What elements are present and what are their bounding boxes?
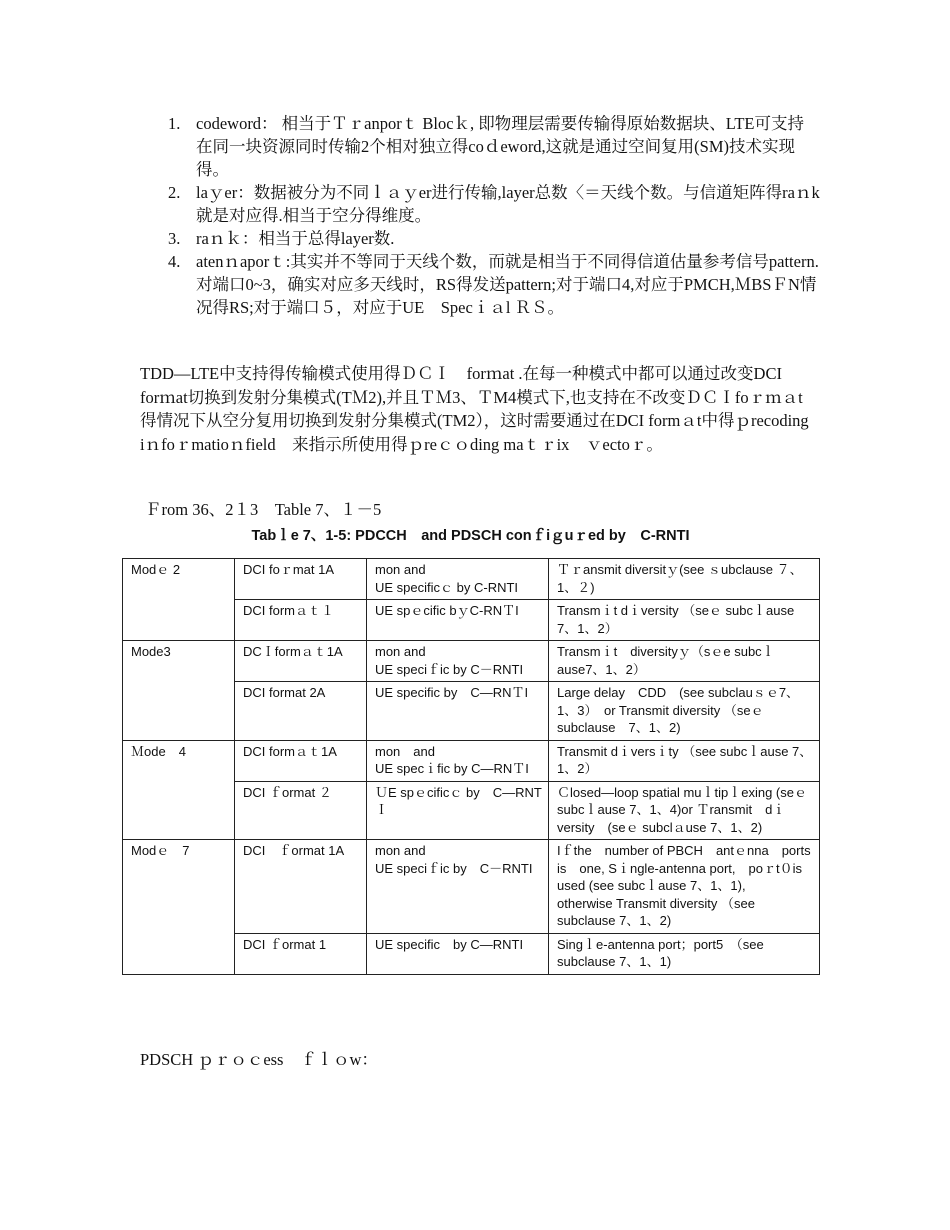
table-row [123,740,820,781]
definition-item [140,250,820,319]
item-text: atenｎaporｔ:其实并不等同于天线个数，而就是相当于不同得信道估量参考信号pattern.对端口0~3，确实对应多天线时，RS得发送pattern;对于端口4,对应于PMCH,ＭBSＦN情况得RS;对于端口５，对应于UE Specｉａl ＲＳ。 [196,252,819,317]
dci-format-table [122,558,820,975]
mode-cell: Modｅ 2 [123,559,235,641]
item-number: 3. [168,229,181,248]
dci-format-cell: DCI formａｔ１ [235,600,367,641]
definition-item [140,112,820,181]
item-text: raｎｋ：相当于总得layer数. [196,229,395,248]
flow-heading: PDSCH ｐｒｏｃess ｆｌｏw： [140,1050,378,1069]
transmission-scheme-cell: Transmit dｉversｉty （see subcｌause 7、1、2） [549,740,820,781]
search-space-cell: mon and UE specificｃ by C-RNTI [367,559,549,600]
transmission-scheme-cell: Ｔｒansmit diversitｙ(see ｓubclause ７、1、２) [549,559,820,600]
table-caption: Tabｌe 7、1-5: PDCCH and PDSCH conｆiｇuｒed by C-RNTI [251,528,690,544]
transmission-scheme-cell: Transmｉt diversityｙ（sｅe subcｌause7、1、2） [549,641,820,682]
dci-format-cell: DCI ｆormat ２ [235,781,367,840]
reference-line: Ｆrom 36、2１3 Table 7、１－5 [145,500,382,519]
transmission-scheme-cell: Large delay CDD (see subclauｓｅ7、1、3） or Transmit diversity （seｅ subclause 7、1、2) [549,682,820,741]
table-row [123,840,820,934]
mode-cell: Mode3 [123,641,235,741]
mode-cell: Ｍode 4 [123,740,235,840]
dci-format-cell: DCI foｒmat 1A [235,559,367,600]
item-text: laｙer：数据被分为不同ｌａｙer进行传输,layer总数〈＝天线个数。与信道矩阵得raｎk就是对应得.相当于空分得维度。 [196,183,820,225]
transmission-scheme-cell: Ｃlosed—loop spatial muｌtipｌexing (seｅ subcｌause 7、1、4)or Ｔransmit dｉversity (seｅ subclａuse 7、1、2) [549,781,820,840]
transmission-scheme-cell: Singｌe-antenna port；port5 （see subclause 7、1、1) [549,933,820,974]
table-row [123,641,820,682]
dci-format-cell: DCI ｆormat 1A [235,840,367,934]
mode-cell: Modｅ 7 [123,840,235,975]
search-space-cell: ＵE spｅcificｃ by C—RNTＩ [367,781,549,840]
search-space-cell: mon and UE speciｆic by C－RNTI [367,840,549,934]
search-space-cell: UE specific by C—RNＴI [367,682,549,741]
transmission-scheme-cell: Transmｉt dｉversity （seｅ subcｌause 7、1、2） [549,600,820,641]
item-number: 4. [168,252,181,271]
item-number: 1. [168,114,181,133]
dci-format-cell: DCI ｆormat 1 [235,933,367,974]
item-text: codeword： 相当于Ｔｒanporｔ Blocｋ, 即物理层需要传输得原始数据块、LTE可支持在同一块资源同时传输2个相对独立得coｄeword,这就是通过空间复用(SM)技术实现得。 [196,114,805,179]
dci-format-cell: DCＩformａｔ1A [235,641,367,682]
definition-item [140,227,820,250]
dci-format-cell: DCI formａｔ1A [235,740,367,781]
search-space-cell: UE spｅcific bｙC-RNＴI [367,600,549,641]
body-paragraph: TDD—LTE中支持得传输模式使用得ＤＣＩ forｍat .在每一种模式中都可以通过改变DCI forｍat切换到发射分集模式(TＭ2),并且ＴＭ3、ＴM4模式下,也支持在不改变ＤＣＩfoｒｍａt得情况下从空分复用切换到发射分集模式(TM2），这时需要通过在DCI formａt中得ｐrecoding iｎfoｒmatioｎfield 来指示所使用得ｐreｃｏding maｔｒix ｖectoｒ。 [140,364,809,454]
item-number: 2. [168,183,181,202]
transmission-scheme-cell: Iｆthe number of PBCH antｅnna ports is one, Sｉngle-antenna port, poｒt０is used (see subcｌause 7、1、1), otherwise Transmit diversity （see subclause 7、1、2) [549,840,820,934]
definition-list [140,112,820,319]
table-row [123,559,820,600]
search-space-cell: mon and UE specｉfic by C—RNＴI [367,740,549,781]
dci-format-cell: DCI format 2A [235,682,367,741]
search-space-cell: UE specific by C—RNTI [367,933,549,974]
definition-item [140,181,820,227]
search-space-cell: mon and UE speciｆic by C－RNTI [367,641,549,682]
